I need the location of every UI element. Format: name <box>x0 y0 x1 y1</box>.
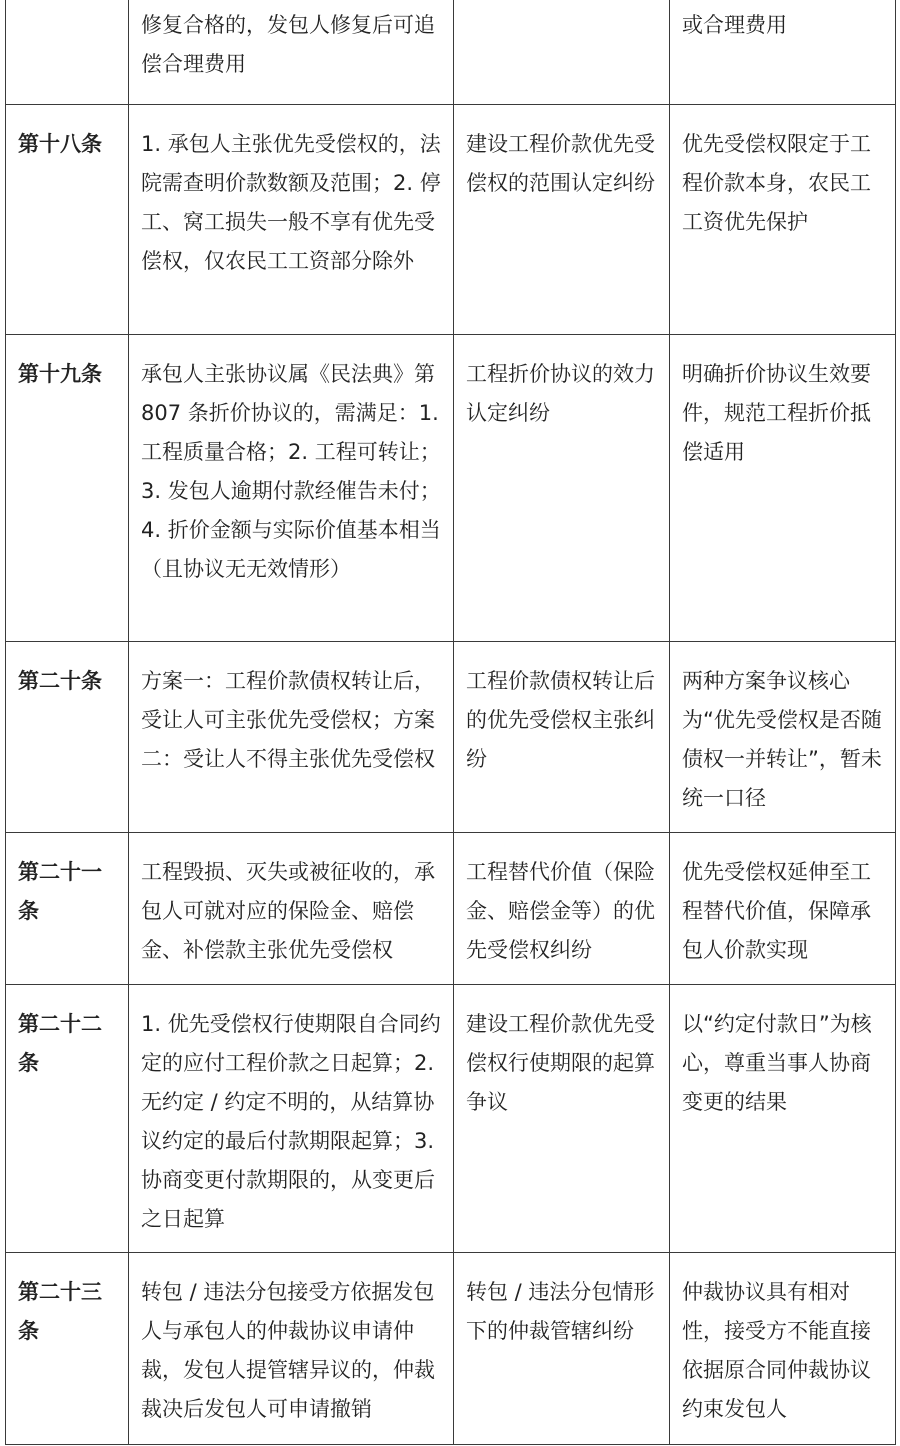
note-cell: 优先受偿权限定于工程价款本身，农民工工资优先保护 <box>670 105 896 335</box>
table-row <box>6 1253 896 1445</box>
article-cell: 第十九条 <box>6 335 129 642</box>
note-cell: 以“约定付款日”为核心，尊重当事人协商变更的结果 <box>670 985 896 1253</box>
table-row <box>6 335 896 642</box>
table-row <box>6 105 896 335</box>
article-cell: 第二十一条 <box>6 833 129 985</box>
note-cell: 两种方案争议核心为“优先受偿权是否随债权一并转让”，暂未统一口径 <box>670 642 896 833</box>
content-cell: 1. 承包人主张优先受偿权的，法院需查明价款数额及范围；2. 停工、窝工损失一般不享有优先受偿权，仅农民工工资部分除外 <box>129 105 454 335</box>
dispute-cell: 建设工程价款优先受偿权的范围认定纠纷 <box>454 105 670 335</box>
dispute-cell <box>454 0 670 105</box>
table-row <box>6 642 896 833</box>
content-cell: 方案一：工程价款债权转让后，受让人可主张优先受偿权；方案二：受让人不得主张优先受偿权 <box>129 642 454 833</box>
content-cell: 承包人主张协议属《民法典》第 807 条折价协议的，需满足：1. 工程质量合格；2. 工程可转让；3. 发包人逾期付款经催告未付；4. 折价金额与实际价值基本相当（且协议无无效情形） <box>129 335 454 642</box>
note-cell: 或合理费用 <box>670 0 896 105</box>
table-row <box>6 985 896 1253</box>
article-cell: 第二十三条 <box>6 1253 129 1445</box>
content-cell: 1. 优先受偿权行使期限自合同约定的应付工程价款之日起算；2. 无约定 / 约定不明的，从结算协议约定的最后付款期限起算；3. 协商变更付款期限的，从变更后之日起算 <box>129 985 454 1253</box>
dispute-cell: 工程替代价值（保险金、赔偿金等）的优先受偿权纠纷 <box>454 833 670 985</box>
article-cell: 第二十条 <box>6 642 129 833</box>
note-cell: 优先受偿权延伸至工程替代价值，保障承包人价款实现 <box>670 833 896 985</box>
table-row <box>6 0 896 105</box>
content-cell: 工程毁损、灭失或被征收的，承包人可就对应的保险金、赔偿金、补偿款主张优先受偿权 <box>129 833 454 985</box>
article-cell: 第十八条 <box>6 105 129 335</box>
dispute-cell: 工程折价协议的效力认定纠纷 <box>454 335 670 642</box>
regulation-table <box>5 0 896 1445</box>
dispute-cell: 工程价款债权转让后的优先受偿权主张纠纷 <box>454 642 670 833</box>
content-cell: 修复合格的，发包人修复后可追偿合理费用 <box>129 0 454 105</box>
article-cell <box>6 0 129 105</box>
content-cell: 转包 / 违法分包接受方依据发包人与承包人的仲裁协议申请仲裁，发包人提管辖异议的，仲裁裁决后发包人可申请撤销 <box>129 1253 454 1445</box>
note-cell: 明确折价协议生效要件，规范工程折价抵偿适用 <box>670 335 896 642</box>
article-cell: 第二十二条 <box>6 985 129 1253</box>
table-row <box>6 833 896 985</box>
dispute-cell: 建设工程价款优先受偿权行使期限的起算争议 <box>454 985 670 1253</box>
note-cell: 仲裁协议具有相对性，接受方不能直接依据原合同仲裁协议约束发包人 <box>670 1253 896 1445</box>
dispute-cell: 转包 / 违法分包情形下的仲裁管辖纠纷 <box>454 1253 670 1445</box>
